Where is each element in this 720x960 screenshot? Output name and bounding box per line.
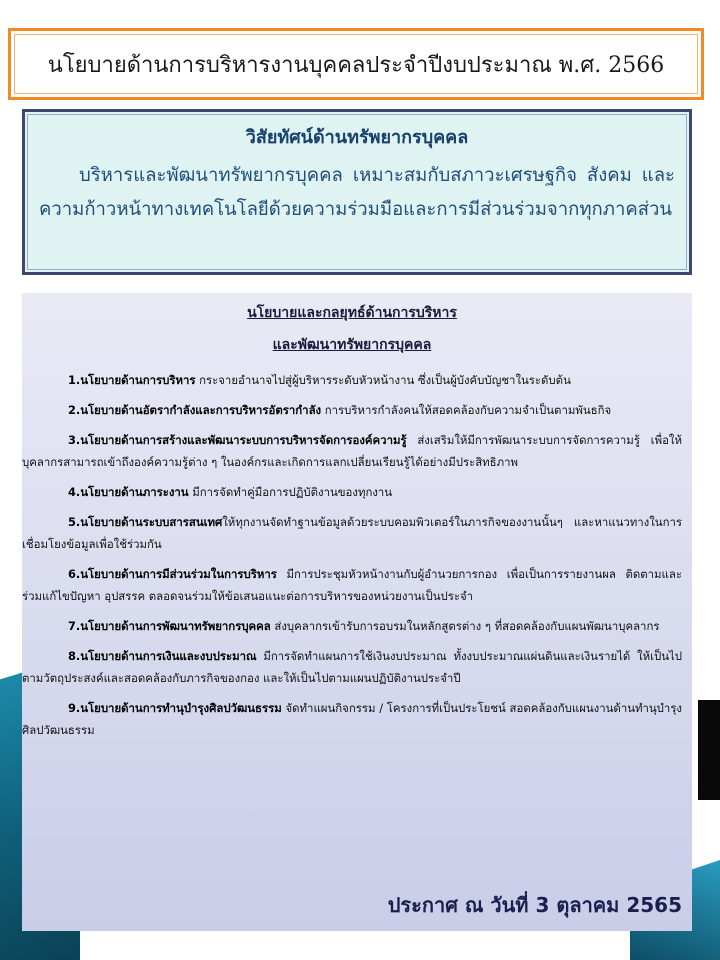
policy-item-title: 9.นโยบายด้านการทำนุบำรุงศิลปวัฒนธรรม	[68, 701, 282, 715]
policy-item-text: การบริหารกำลังคนให้สอดคล้องกับความจำเป็นตามพันธกิจ	[321, 403, 612, 417]
title-box	[8, 28, 704, 100]
policy-item-text: ให้ทุกงานจัดทำฐานข้อมูลด้วยระบบคอมพิวเตอร์ในภารกิจของงานนั้นๆ และหาแนวทางในการเชื่อมโยงข้อมูลเพื่อใช้ร่วมกัน	[22, 515, 682, 551]
policy-item-title: 1.นโยบายด้านการบริหาร	[68, 373, 196, 387]
policy-item-text: ส่งเสริมให้มีการพัฒนาระบบการจัดการความรู้ เพื่อให้บุคลากรสามารถเข้าถึงองค์ความรู้ต่าง ๆ ในองค์กรและเกิดการแลกเปลี่ยนเรียนรู้ได้อย่างมีประสิทธิภาพ	[22, 433, 682, 469]
policy-item-title: 4.นโยบายด้านภาระงาน	[68, 485, 189, 499]
policy-item-text: ส่งบุคลากรเข้ารับการอบรมในหลักสูตรต่าง ๆ ที่สอดคล้องกับแผนพัฒนาบุคลากร	[270, 619, 660, 633]
policy-panel	[22, 293, 692, 931]
announcement-date: ประกาศ ณ วันที่ 3 ตุลาคม 2565	[387, 893, 682, 917]
policy-item-title: 7.นโยบายด้านการพัฒนาทรัพยากรบุคคล	[68, 619, 271, 633]
page-title: นโยบายด้านการบริหารงานบุคคลประจำปีงบประมาณ พ.ศ. 2566	[47, 52, 665, 78]
policy-item-text: มีการประชุมหัวหน้างานกับผู้อำนวยการกอง เพื่อเป็นการรายงานผล ติดตามและร่วมแก้ไขปัญหา อุปสรรค ตลอดจนร่วมให้ข้อเสนอแนะต่อการบริหารของหน่วยงานเป็นประจำ	[22, 567, 682, 603]
vision-box	[22, 109, 692, 275]
policy-item-1	[22, 369, 682, 391]
policy-item-7	[22, 615, 682, 637]
policy-item-title: 2.นโยบายด้านอัตรากำลังและการบริหารอัตรากำลัง	[68, 403, 322, 417]
policy-item-text: มีการจัดทำแผนการใช้เงินงบประมาณ ทั้งงบประมาณแผ่นดินและเงินรายได้ ให้เป็นไปตามวัตถุประสงค์และสอดคล้องกับภารกิจของกอง และให้เป็นไปตามแผนปฏิบัติงานประจำปี	[22, 649, 682, 685]
policy-item-3	[22, 429, 682, 473]
policy-item-4	[22, 481, 682, 503]
policy-item-title: 5.นโยบายด้านระบบสารสนเทศ	[68, 515, 223, 529]
policy-item-text: กระจายอำนาจไปสู่ผู้บริหารระดับหัวหน้างาน ซึ่งเป็นผู้บังคับบัญชาในระดับต้น	[195, 373, 571, 387]
policy-item-2	[22, 399, 682, 421]
policy-item-title: 8.นโยบายด้านการเงินและงบประมาณ	[68, 649, 257, 663]
policy-heading-line2: และพัฒนาทรัพยากรบุคคล	[272, 337, 432, 353]
policy-item-title: 3.นโยบายด้านการสร้างและพัฒนาระบบการบริหารจัดการองค์ความรู้	[68, 433, 407, 447]
policy-item-text: จัดทำแผนกิจกรรม / โครงการที่เป็นประโยชน์ สอดคล้องกับแผนงานด้านทำนุบำรุงศิลปวัฒนธรรม	[22, 701, 682, 737]
policy-item-title: 6.นโยบายด้านการมีส่วนร่วมในการบริหาร	[68, 567, 277, 581]
policy-item-9	[22, 697, 682, 741]
policy-item-6	[22, 563, 682, 607]
policy-heading-line1: นโยบายและกลยุทธ์ด้านการบริหาร	[247, 305, 457, 321]
decorative-dark-bar-right	[698, 700, 720, 800]
policy-items-list	[22, 369, 682, 741]
policy-item-5	[22, 511, 682, 555]
vision-heading: วิสัยทัศน์ด้านทรัพยากรบุคคล	[245, 127, 469, 148]
policy-item-8	[22, 645, 682, 689]
policy-item-text: มีการจัดทำคู่มือการปฏิบัติงานของทุกงาน	[188, 485, 393, 499]
vision-text: บริหารและพัฒนาทรัพยากรบุคคล เหมาะสมกับสภาวะเศรษฐกิจ สังคม และความก้าวหน้าทางเทคโนโลยีด้วยความร่วมมือและการมีส่วนร่วมจากทุกภาคส่วน	[39, 165, 675, 220]
